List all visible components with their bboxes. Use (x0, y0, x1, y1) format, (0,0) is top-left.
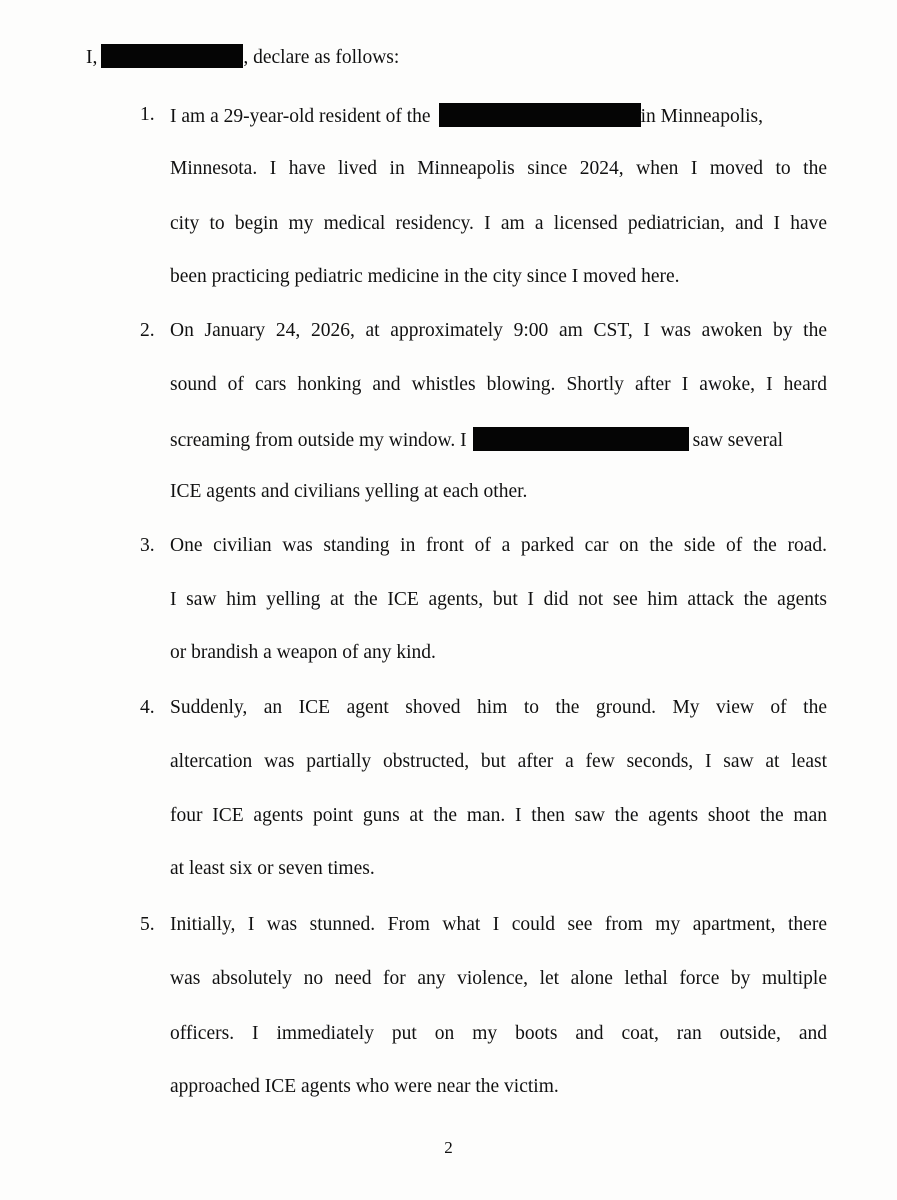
paragraph-4-line-4: at least six or seven times. (170, 858, 375, 879)
paragraph-2-line-2: sound of cars honking and whistles blowing. Shortly after I awoke, I heard (170, 374, 827, 395)
paragraph-5-line-4: approached ICE agents who were near the victim. (170, 1076, 559, 1097)
paragraph-4-line-2: altercation was partially obstructed, but after a few seconds, I saw at least (170, 751, 827, 772)
paragraph-1-line-3: city to begin my medical residency. I am a licensed pediatrician, and I have (170, 213, 827, 234)
redaction-bar-location (473, 427, 689, 451)
paragraph-number-2: 2. (140, 320, 155, 341)
paragraph-5-line-1: Initially, I was stunned. From what I could see from my apartment, there (170, 914, 827, 935)
paragraph-3-line-1: One civilian was standing in front of a parked car on the side of the road. (170, 535, 827, 556)
redaction-bar-name (101, 44, 243, 68)
paragraph-3-line-3: or brandish a weapon of any kind. (170, 642, 436, 663)
paragraph-2-line-3-text: screaming from outside my window. I (170, 430, 467, 451)
page-number: 2 (444, 1138, 453, 1157)
paragraph-1-line-1-text: I am a 29-year-old resident of the (170, 106, 431, 127)
paragraph-number-4: 4. (140, 697, 155, 718)
paragraph-1-line-2: Minnesota. I have lived in Minneapolis since 2024, when I moved to the (170, 158, 827, 179)
paragraph-1-line-4: been practicing pediatric medicine in the city since I moved here. (170, 266, 680, 287)
paragraph-2-line-3 (170, 427, 827, 453)
paragraph-number-1: 1. (140, 104, 155, 125)
paragraph-1-line-1 (170, 103, 763, 129)
paragraph-1-line-1-end: in Minneapolis, (640, 106, 764, 127)
intro-suffix: , declare as follows: (243, 47, 400, 68)
paragraph-3-line-2: I saw him yelling at the ICE agents, but I did not see him attack the agents (170, 589, 827, 610)
declaration-intro (86, 44, 399, 70)
paragraph-5-line-2: was absolutely no need for any violence, let alone lethal force by multiple (170, 968, 827, 989)
paragraph-number-5: 5. (140, 914, 155, 935)
paragraph-number-3: 3. (140, 535, 155, 556)
paragraph-2-line-4: ICE agents and civilians yelling at each other. (170, 481, 528, 502)
intro-prefix: I, (86, 47, 98, 68)
paragraph-5-line-3: officers. I immediately put on my boots and coat, ran outside, and (170, 1023, 827, 1044)
paragraph-4-line-3: four ICE agents point guns at the man. I then saw the agents shoot the man (170, 805, 827, 826)
redaction-bar-neighborhood (439, 103, 641, 127)
paragraph-2-line-3-end: saw several (692, 430, 784, 451)
paragraph-2-line-1: On January 24, 2026, at approximately 9:00 am CST, I was awoken by the (170, 320, 827, 341)
paragraph-4-line-1: Suddenly, an ICE agent shoved him to the ground. My view of the (170, 697, 827, 718)
